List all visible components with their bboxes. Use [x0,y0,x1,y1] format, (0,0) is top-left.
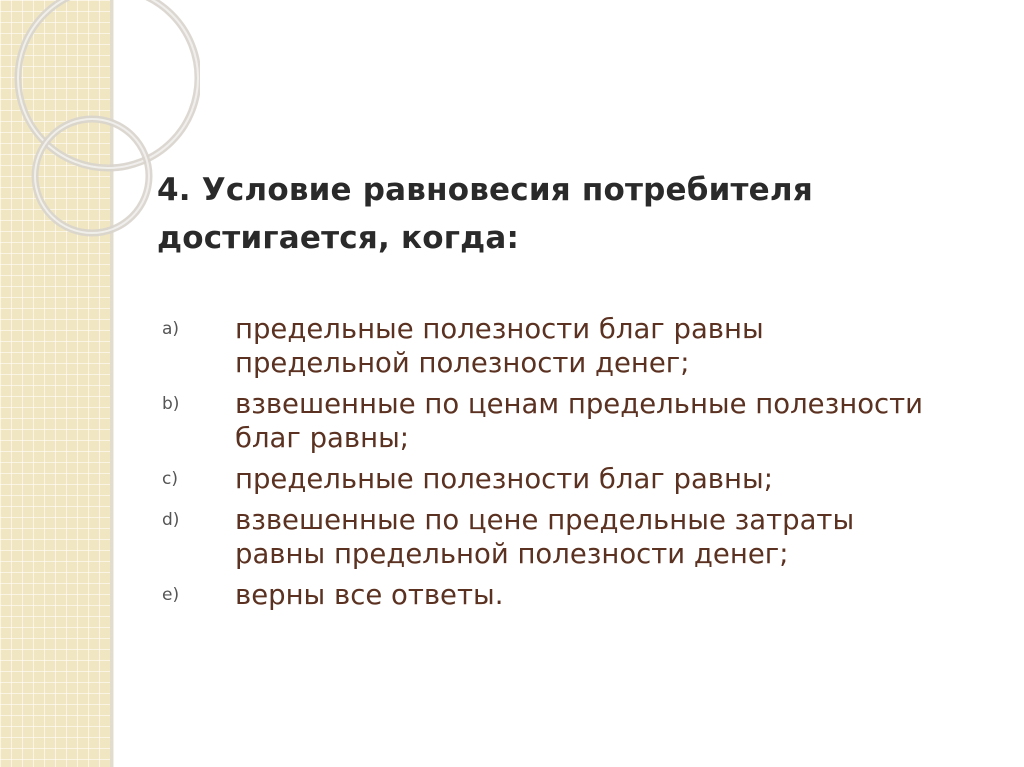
option-marker: c) [162,469,178,489]
slide-title [157,166,917,262]
option-marker: a) [162,319,180,339]
answer-option-d [162,503,1002,571]
option-marker: e) [162,585,180,605]
answer-options-list [162,312,1002,619]
option-text-line1: взвешенные по цене предельные затраты [235,504,855,536]
option-text-line1: верны все ответы. [235,579,504,611]
option-text [235,462,773,496]
option-text-line2: равны предельной полезности денег; [235,538,789,570]
option-text [235,387,923,455]
answer-option-a [162,312,1002,380]
option-text-line1: предельные полезности благ равны; [235,463,773,495]
option-text [235,503,854,571]
answer-option-b [162,387,1002,455]
answer-option-e [162,578,1002,612]
option-marker: d) [162,510,180,530]
answer-option-c [162,462,1002,496]
option-text-line2: благ равны; [235,422,410,454]
option-text-line1: взвешенные по ценам предельные полезности [235,388,924,420]
small-ring-highlight [35,119,149,233]
option-text-line2: предельной полезности денег; [235,347,690,379]
option-text [235,312,764,380]
option-text [235,578,503,612]
slide-title-line2: достигается, когда: [157,220,520,256]
option-marker: b) [162,394,180,414]
option-text-line1: предельные полезности благ равны [235,313,764,345]
slide-title-line1: 4. Условие равновесия потребителя [157,172,813,208]
